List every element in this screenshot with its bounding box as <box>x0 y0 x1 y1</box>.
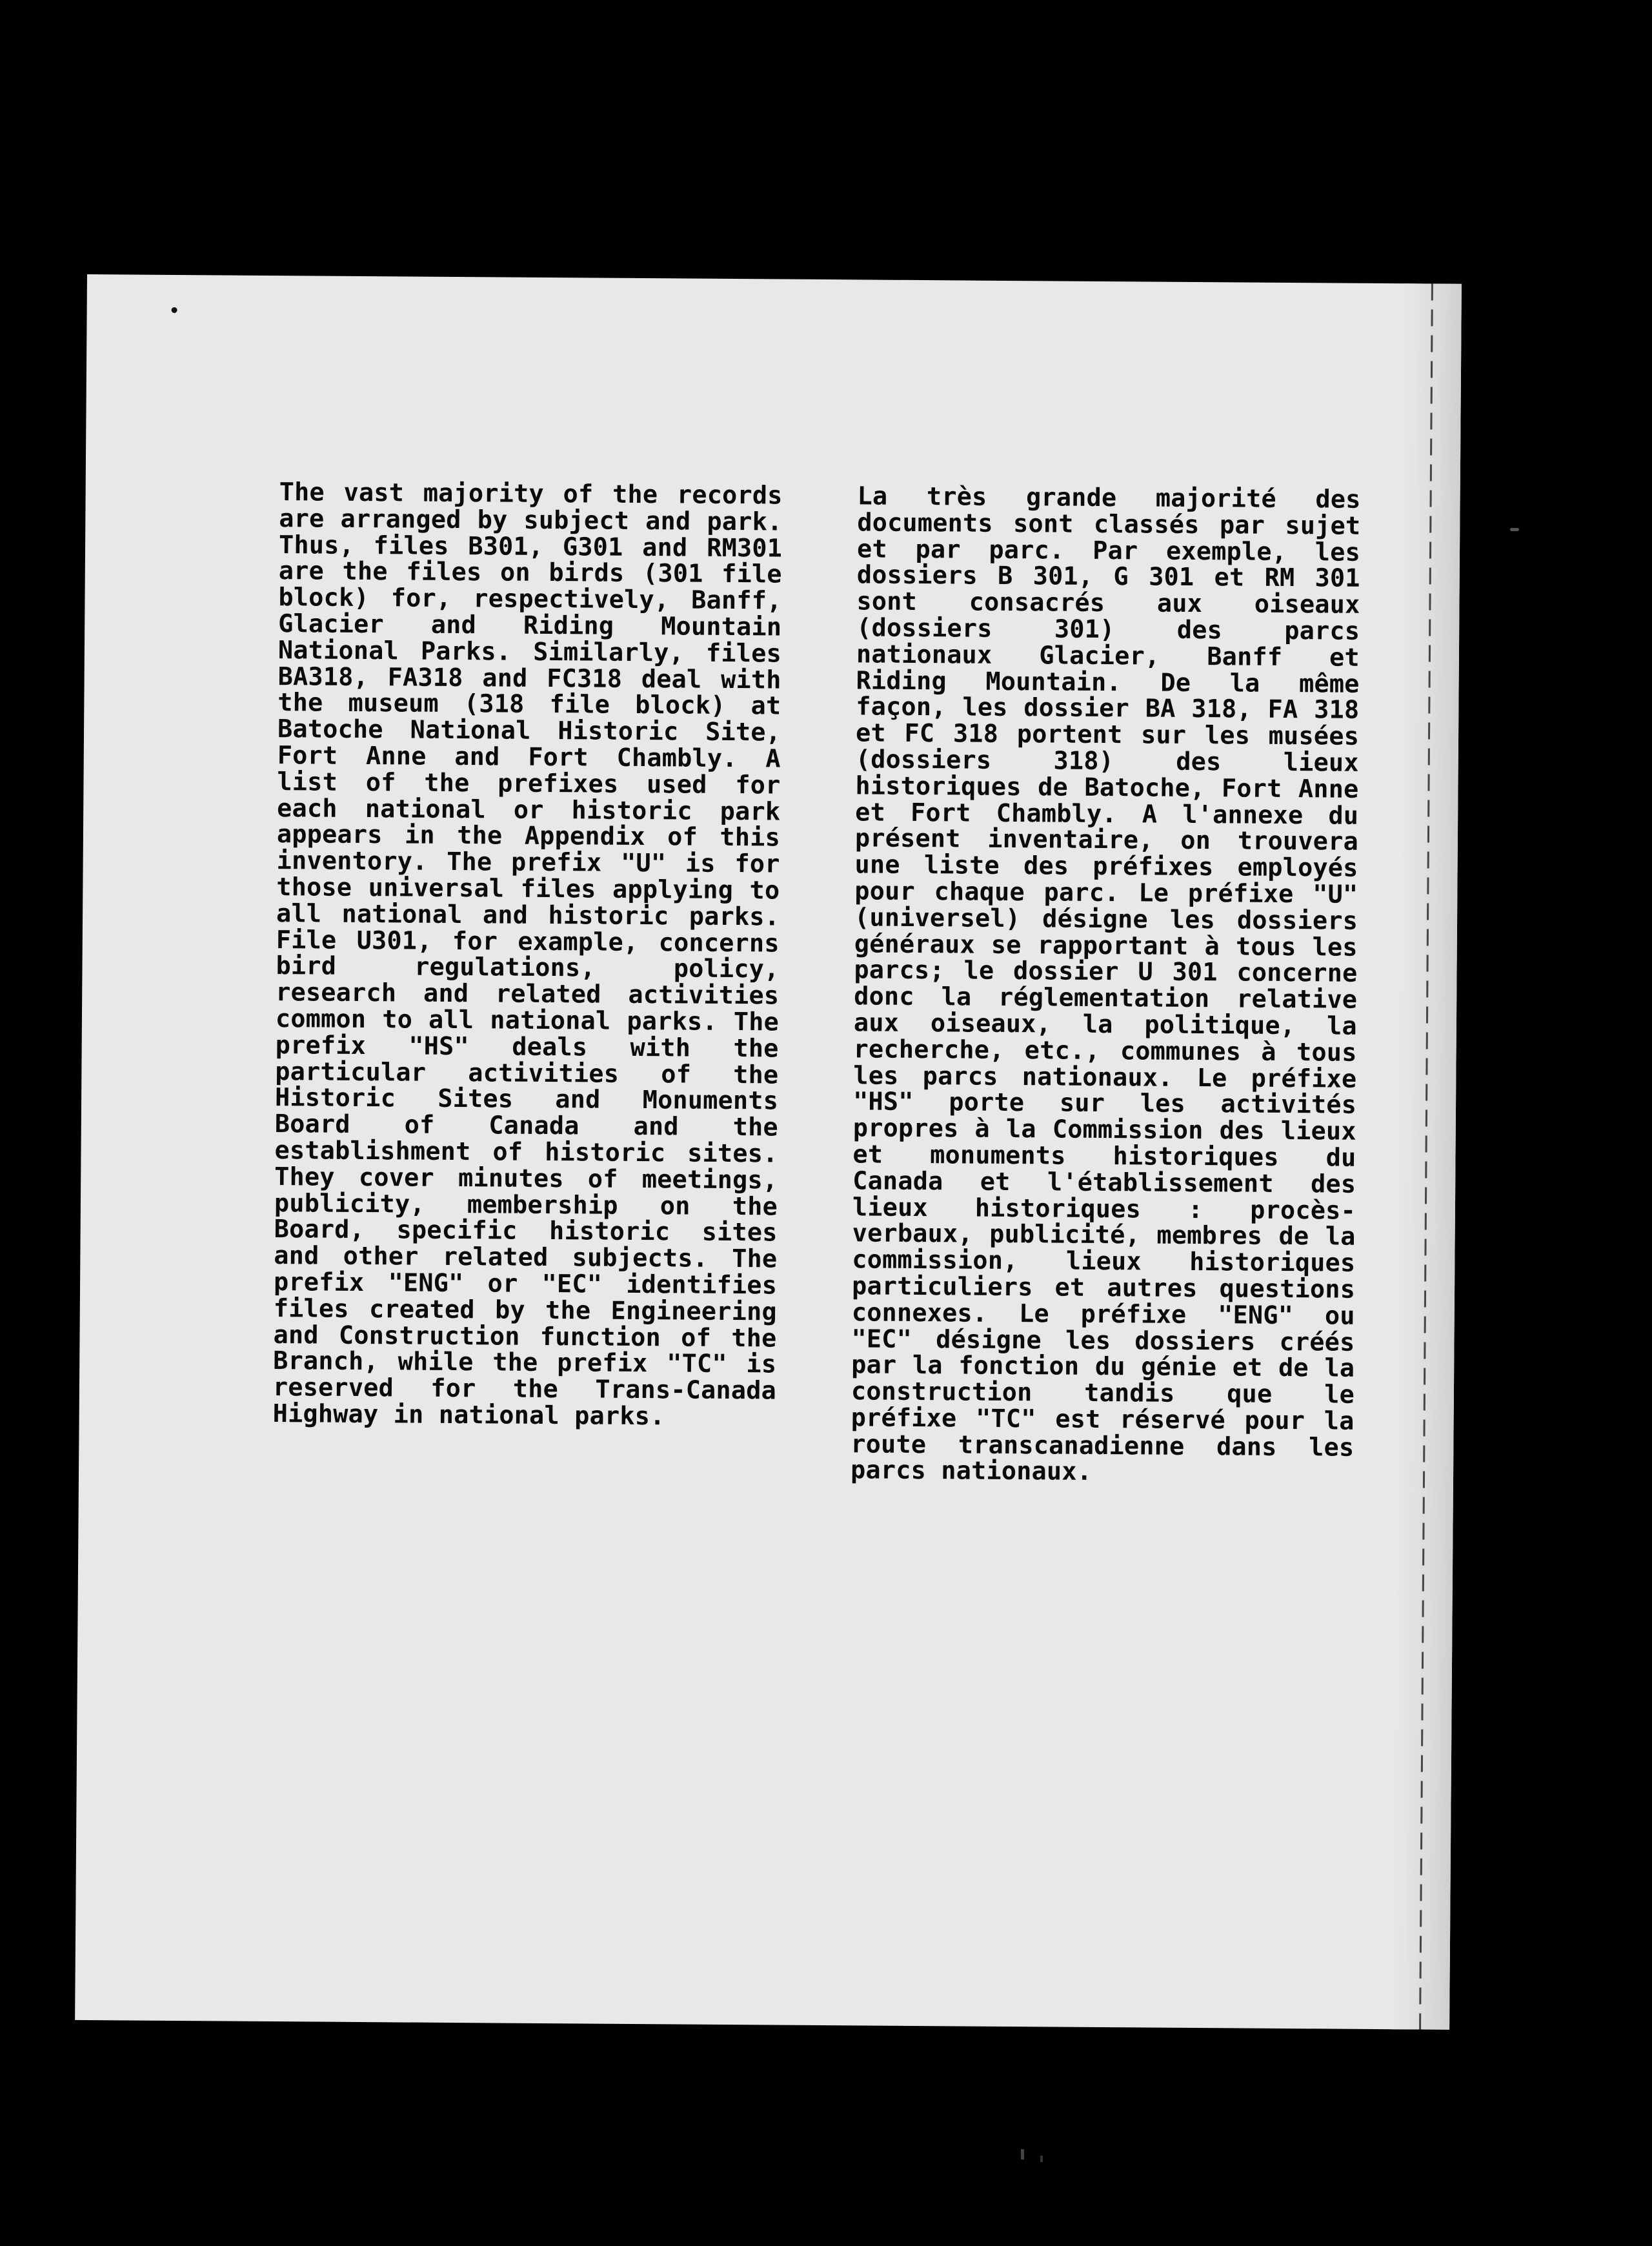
scan-speck <box>1021 2149 1024 2160</box>
scan-speck <box>1040 2156 1043 2162</box>
scanned-page <box>75 274 1462 2030</box>
english-column-text: The vast majority of the records are arranged by subject and park. Thus, files B301, G301 and RM301 are the files on birds (301 file block) for, respectively, Banff, Glacier and Riding Mountain National Parks. Similarly, files BA318, FA318 and FC318 deal with the museum (318 file block) at Batoche National Historic Site, Fort Anne and Fort Chambly. A list of the prefixes used for each national or historic park appears in the Appendix of this inventory. The prefix "U" is for those universal files applying to all national and historic parks. File U301, for example, concerns bird regulations, policy, research and related activities common to all national parks. The prefix "HS" deals with the particular activities of the Historic Sites and Monuments Board of Canada and the establishment of historic sites. They cover minutes of meetings, publicity, membership on the Board, specific historic sites and other related subjects. The prefix "ENG" or "EC" identifies files created by the Engineering and Construction function of the Branch, while the prefix "TC" is reserved for the Trans-Canada Highway in national parks. <box>272 478 783 1432</box>
french-column-text: La très grande majorité des documents sont classés par sujet et par parc. Par exemple, les dossiers B 301, G 301 et RM 301 sont consacrés aux oiseaux (dossiers 301) des parcs nationaux Glacier, Banff et Riding Mountain. De la même façon, les dossier BA 318, FA 318 et FC 318 portent sur les musées (dossiers 318) des lieux historiques de Batoche, Fort Anne et Fort Chambly. A l'annexe du présent inventaire, on trouvera une liste des préfixes employés pour chaque parc. Le préfixe "U" (universel) désigne les dossiers généraux se rapportant à tous les parcs; le dossier U 301 concerne donc la réglementation relative aux oiseaux, la politique, la recherche, etc., communes à tous les parcs nationaux. Le préfixe "HS" porte sur les activités propres à la Commission des lieux et monuments historiques du Canada et l'établissement des lieux historiques : procès-verbaux, publicité, membres de la commission, lieux historiques particuliers et autres questions connexes. Le préfixe "ENG" ou "EC" désigne les dossiers créés par la fonction du génie et de la construction tandis que le préfixe "TC" est réservé pour la route transcanadienne dans les parcs nationaux. <box>850 481 1361 1487</box>
scan-speck <box>1510 528 1519 531</box>
scan-speck <box>172 307 177 313</box>
